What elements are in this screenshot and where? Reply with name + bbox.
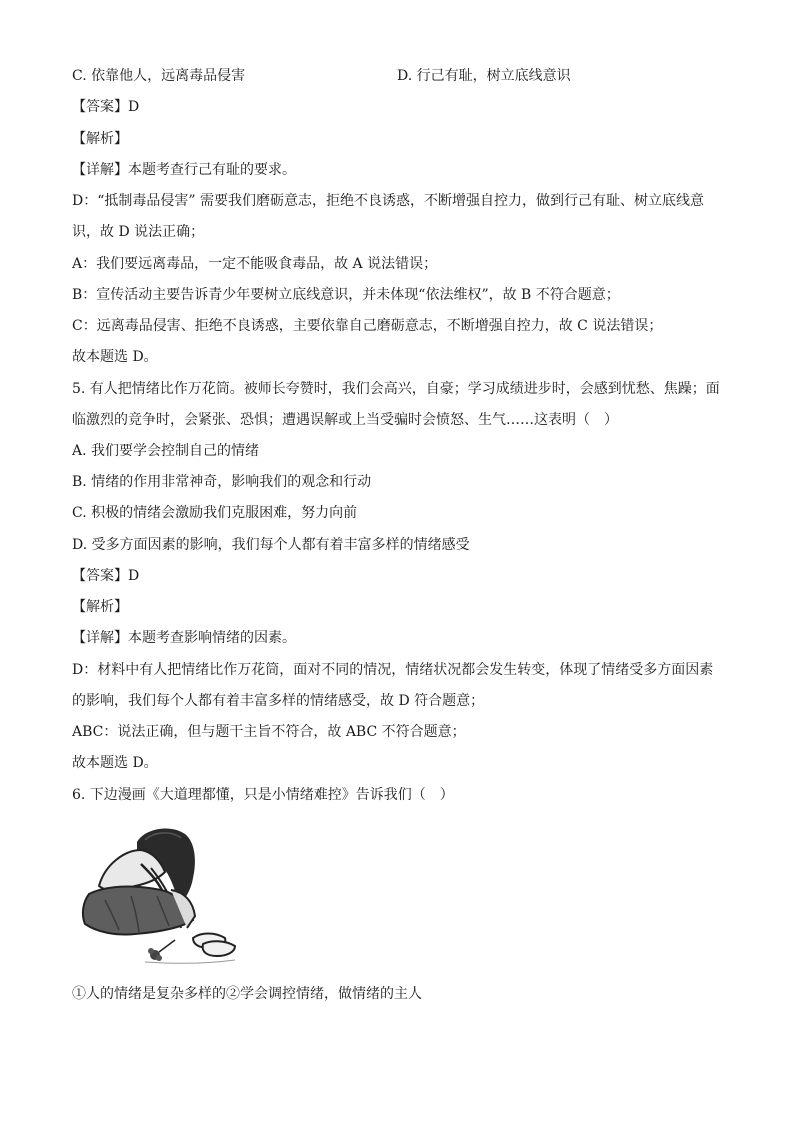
q4-explanation-line: 识，故 D 说法正确； bbox=[72, 224, 205, 240]
q5-option-a: A. 我们要学会控制自己的情绪 bbox=[72, 443, 260, 459]
q5-explanation-line: 故本题选 D。 bbox=[72, 755, 158, 771]
q6-statement: ①人的情绪是复杂多样的②学会调控情绪，做情绪的主人 bbox=[72, 986, 422, 1002]
crouching-girl-cartoon bbox=[75, 820, 245, 970]
analysis-label: 【解析】 bbox=[72, 599, 128, 615]
detail-label: 【详解】 bbox=[72, 630, 128, 646]
detail-label: 【详解】 bbox=[72, 162, 128, 178]
q5-detail bbox=[72, 628, 732, 648]
detail-intro: 本题考查影响情绪的因素。 bbox=[128, 630, 296, 646]
q4-analysis-label bbox=[72, 129, 732, 149]
q5-option-d: D. 受多方面因素的影响，我们每个人都有着丰富多样的情绪感受 bbox=[72, 537, 470, 553]
detail-intro: 本题考查行己有耻的要求。 bbox=[128, 162, 296, 178]
q5-explanation-line: ABC：说法正确，但与题干主旨不符合，故 ABC 不符合题意； bbox=[72, 724, 466, 740]
analysis-label: 【解析】 bbox=[72, 131, 128, 147]
q4-option-c: C. 依靠他人，远离毒品侵害 bbox=[72, 68, 246, 84]
q5-explanation-line: D：材料中有人把情绪比作万花筒，面对不同的情况，情绪状况都会发生转变，体现了情绪受多方面因素 bbox=[72, 662, 714, 678]
q5-option-c: C. 积极的情绪会激励我们克服困难，努力向前 bbox=[72, 505, 358, 521]
q5-stem-line: 临激烈的竞争时，会紧张、恐惧；遭遇误解或上当受骗时会愤怒、生气……这表明（ ） bbox=[72, 412, 618, 428]
q6-stem: 6. 下边漫画《大道理都懂，只是小情绪难控》告诉我们（ ） bbox=[72, 787, 454, 803]
q4-explanation-line: D：“抵制毒品侵害” 需要我们磨砺意志，拒绝不良诱惑，不断增强自控力，做到行己有耻、树立底线意 bbox=[72, 193, 704, 209]
answer-label: 【答案】 bbox=[72, 99, 128, 115]
q4-answer bbox=[72, 97, 732, 117]
answer-value: D bbox=[128, 99, 140, 115]
q5-explanation-line: 的影响，我们每个人都有着丰富多样的情绪感受，故 D 符合题意； bbox=[72, 693, 485, 709]
q4-explanation-line: B：宣传活动主要告诉青少年要树立底线意识，并未体现“依法维权”，故 B 不符合题意； bbox=[72, 287, 620, 303]
q5-answer bbox=[72, 566, 732, 586]
q4-explanation-line: C：远离毒品侵害、拒绝不良诱惑，主要依靠自己磨砺意志，不断增强自控力，故 C 说法错误； bbox=[72, 318, 663, 334]
q4-options-row bbox=[72, 66, 732, 86]
q4-explanation-line: A：我们要远离毒品，一定不能吸食毒品，故 A 说法错误； bbox=[72, 256, 438, 272]
q4-option-d: D. 行己有耻，树立底线意识 bbox=[397, 68, 571, 84]
q4-detail bbox=[72, 160, 732, 180]
answer-value: D bbox=[128, 568, 140, 584]
q4-explanation-line: 故本题选 D。 bbox=[72, 349, 158, 365]
q5-analysis-label bbox=[72, 597, 732, 617]
q5-stem-line: 5. 有人把情绪比作万花筒。被师长夸赞时，我们会高兴，自豪；学习成绩进步时，会感到忧愁、焦躁；面 bbox=[72, 381, 720, 397]
answer-label: 【答案】 bbox=[72, 568, 128, 584]
q5-option-b: B. 情绪的作用非常神奇，影响我们的观念和行动 bbox=[72, 474, 372, 490]
